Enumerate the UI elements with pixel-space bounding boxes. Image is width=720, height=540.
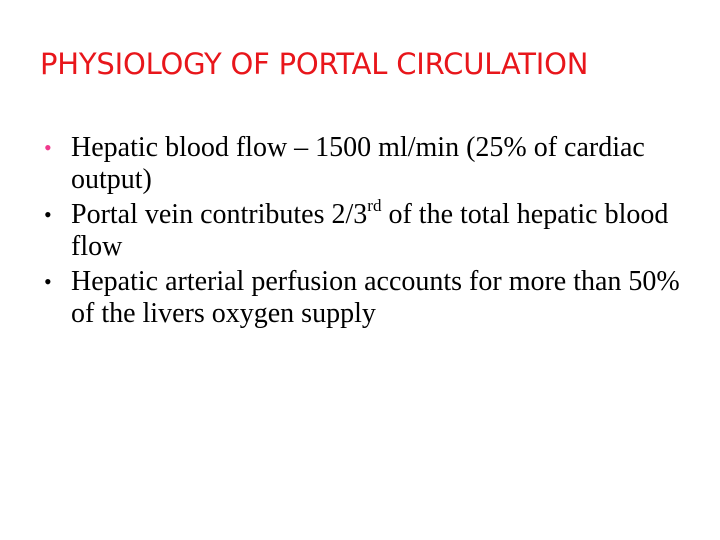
- bullet-list: [44, 132, 684, 333]
- bullet-item-hepatic-blood-flow: [44, 132, 684, 196]
- bullet-text-start: Portal vein contributes 2/3: [71, 199, 368, 230]
- bullet-item-portal-vein: [44, 195, 684, 263]
- bullet-marker: •: [44, 269, 52, 294]
- bullet-text: Hepatic arterial perfusion accounts for more than 50% of the livers oxygen supply: [71, 266, 680, 329]
- bullet-marker: •: [44, 135, 52, 160]
- superscript-text: rd: [367, 195, 382, 215]
- bullet-text: Hepatic blood flow – 1500 ml/min (25% of cardiac output): [71, 132, 645, 195]
- slide-title: PHYSIOLOGY OF PORTAL CIRCULATION: [40, 47, 589, 81]
- bullet-marker: •: [44, 202, 52, 227]
- bullet-item-arterial-perfusion: [44, 266, 684, 330]
- bullet-text-end: of the total hepatic blood flow: [71, 199, 669, 262]
